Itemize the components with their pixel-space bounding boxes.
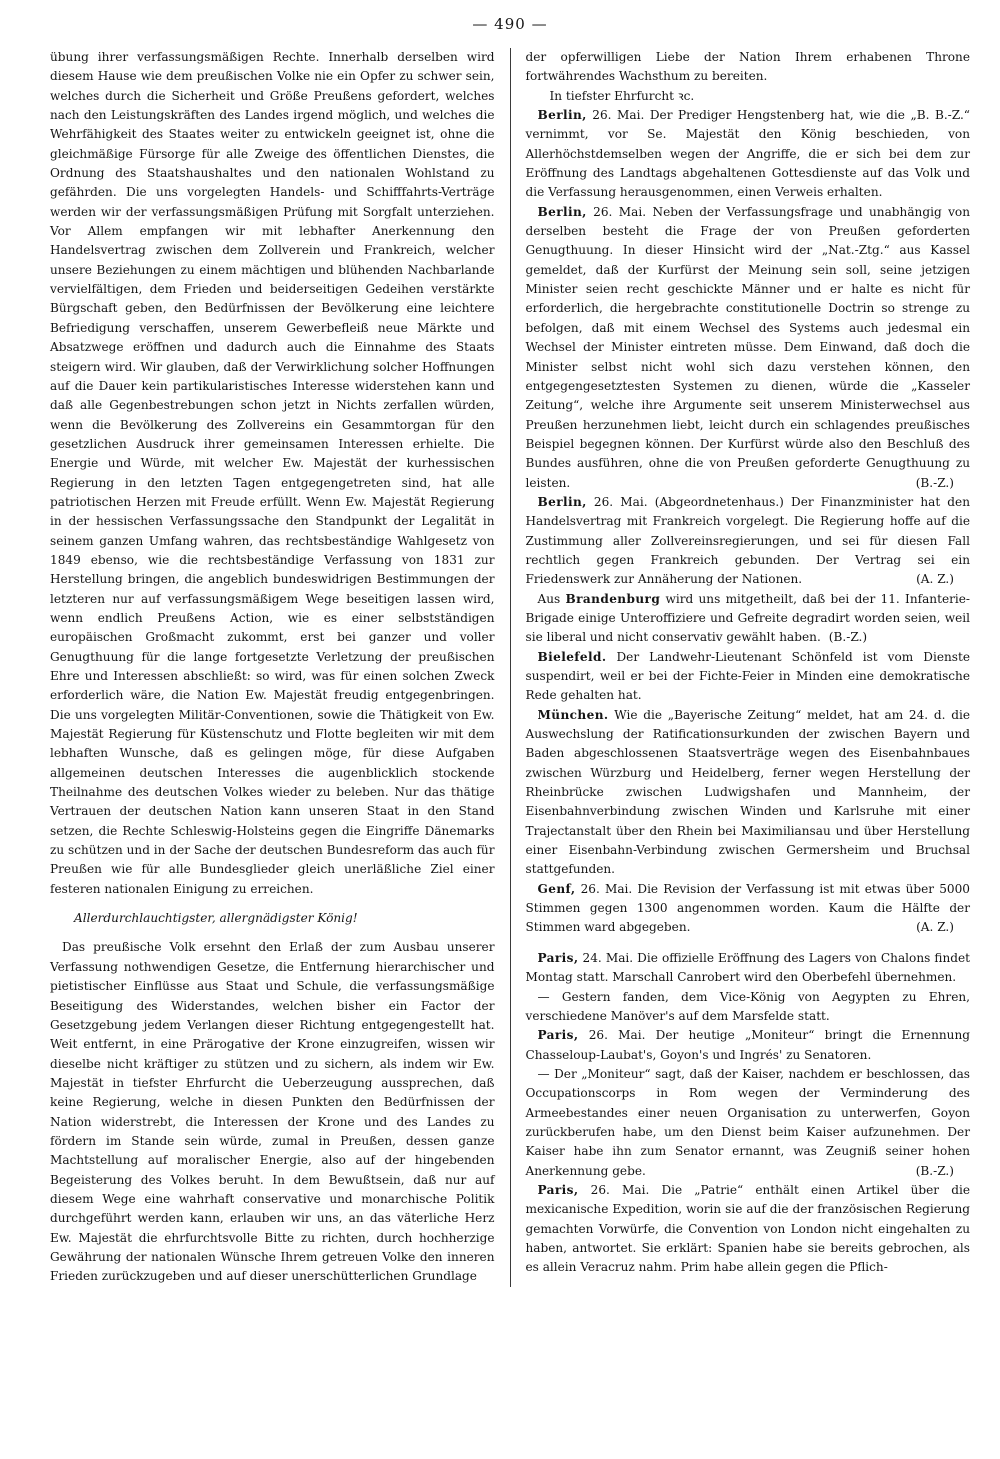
news-item-paris-1 xyxy=(526,949,971,988)
news-text: wird uns mitgetheilt, daß bei der 11. Infanterie-Brigade einige Unteroffiziere und Gefreite degradirt worden seien, weil sie liberal und nicht conservativ gewählt haben. xyxy=(525,591,970,645)
dateline-place: Berlin, xyxy=(537,108,587,123)
dateline-place: Brandenburg xyxy=(565,591,661,606)
news-source: (A. Z.) xyxy=(916,572,954,587)
news-text: Der Landwehr-Lieutenant Schönfeld ist vom Dienste suspendirt, weil er bei der Fichte-Feier in Minden eine demokratische Rede gehalten hat. xyxy=(525,649,970,703)
news-item-bielefeld xyxy=(526,648,971,706)
royal-salutation: Allerdurchlauchtigster, allergnädigster König! xyxy=(74,911,358,926)
dateline-place: Berlin, xyxy=(537,494,587,509)
dateline-place: Paris, xyxy=(537,1182,579,1197)
news-item-paris-2 xyxy=(526,1026,971,1065)
news-text: 26. Mai. Die „Patrie“ enthält einen Artikel über die mexicanische Expedition, worin sie auf die der französischen Regierung gemachten Vorwürfe, die Convention von London nicht eingehalten zu haben, antwortet. Sie erklärt: Spanien habe sie bereits gebrochen, als es allein Veracruz nahm. Prim habe allein gegen die Pflich- xyxy=(525,1182,970,1275)
two-column-body xyxy=(50,48,970,1287)
news-item-brandenburg xyxy=(526,590,971,648)
news-lead: Aus xyxy=(537,591,561,606)
news-source: (A. Z.) xyxy=(916,920,954,935)
address-continuation-paragraph: übung ihrer verfassungsmäßigen Rechte. Innerhalb derselben wird diesem Hause wie dem preußischen Volke nie ein Opfer zu schwer sein, welches durch die Sicherheit und Größe Preußens gefordert, welches nach den Leistungskräften des Landes irgend möglich, und welches die Wehrfähigkeit des Staates weiter zu entwickeln geeignet ist, ohne die gleichmäßige Fürsorge für alle Zweige des öffentlichen Dienstes, die Ordnung des Staatshaushaltes und den nationalen Wohlstand zu gefährden. Die uns vorgelegten Handels- und Schifffahrts-Verträge werden wir der verfassungsmäßigen Prüfung mit Sorgfalt unterziehen. Vor Allem empfangen wir mit lebhafter Anerkennung den Handelsvertrag zwischen dem Zollverein und Frankreich, welcher unsere Beziehungen zu einem mächtigen und blühenden Nachbarlande vervielfältigen, dem Frieden und beiderseitigen Gedeihen verstärkte Bürgschaft geben, den Bedürfnissen der Bevölkerung eine leichtere Befriedigung verschaffen, unserem Gewerbefleiß neue Märkte und Absatzwege eröffnen und dadurch auch die Einnahme des Staats steigern wird. Wir glauben, daß der Verwirklichung solcher Hoffnungen auf die Dauer kein partikularistisches Interesse widerstehen kann und daß alle Gegenbestrebungen schon jetzt in Nichts zerfallen würden, wenn die Bevölkerung des Zollvereins ein Gesammtorgan für den gesetzlichen Ausdruck ihrer gemeinsamen Interessen erhielte. Die Energie und Würde, mit welcher Ew. Majestät der kurhessischen Regierung in den letzten Tagen entgegengetreten sind, hat alle patriotischen Herzen mit Freude erfüllt. Wenn Ew. Majestät Regierung in der hessischen Verfassungssache den Standpunkt der Legalität in seinem ganzen Umfang wahren, das rechtsbeständige Wahlgesetz von 1849 ebenso, wie die rechtsbeständige Verfassung von 1831 zur Herstellung bringen, die angeblich bundeswidrigen Bestimmungen der letzteren nur auf verfassungsmäßigem Wege beseitigen lassen wird, wenn endlich Preußens Action, wie es einer selbstständigen europäischen Großmacht zukommt, erst bei ganzer und voller Genugthuung für die lange fortgesetzte Verletzung der preußischen Ehre und Interessen abschließt: so wird, was für einen solchen Zweck erforderlich wäre, die Nation Ew. Majestät freudig entgegenbringen. Die uns vorgelegten Militär-Conventionen, sowie die Thätigkeit von Ew. Majestät Regierung für Küstenschutz und Flotte begleiten wir mit dem lebhaften Wunsche, daß es gelingen möge, für diese Aufgaben allgemeinen deutschen Interesses die augenblicklich stockende Theilnahme des deutschen Volkes wieder zu beleben. Nur das thätige Vertrauen der deutschen Nation kann unseren Staat in den Stand setzen, die Rechte Schleswig-Holsteins gegen die Eingriffe Dänemarks zu schützen und in der Sache der deutschen Bundesreform das auch für Preußen wie für alle Bundesglieder gleich unerläßliche Ziel einer festeren nationalen Einigung zu erreichen. xyxy=(50,50,495,896)
news-item-genf xyxy=(526,880,971,938)
dateline-place: Berlin, xyxy=(537,204,587,219)
news-source: (B.-Z.) xyxy=(828,630,868,645)
news-text: Wie die „Bayerische Zeitung“ meldet, hat am 24. d. die Auswechslung der Ratificationsurkunden der zwischen Bayern und Baden abgeschlossenen Staatsverträge wegen des Eisenbahnbaues zwischen Würzburg und Heidelberg, ferner wegen Herstellung der Rheinbrücke zwischen Ludwigshafen und Mannheim, der Eisenbahnverbindung zwischen Winden und Karlsruhe mit einer Trajectanstalt über den Rhein bei Maximiliansau und über Herstellung einer Eisenbahn-Verbindung zwischen Germersheim und Bruchsal stattgefunden. xyxy=(525,707,970,877)
news-text: 26. Mai. Die Revision der Verfassung ist mit etwas über 5000 Stimmen gegen 1300 angenommen worden. Kaum die Hälfte der Stimmen ward abgegeben. xyxy=(525,881,970,935)
dateline-place: Bielefeld. xyxy=(537,649,607,664)
news-item-paris-1-followup: — Gestern fanden, dem Vice-König von Aegypten zu Ehren, verschiedene Manöver's auf dem Marsfelde statt. xyxy=(525,989,970,1023)
news-text: 26. Mai. Der Prediger Hengstenberg hat, wie die „B. B.-Z.“ vernimmt, vor Se. Majestät den König beschieden, von Allerhöchstdemselben wegen der Angriffe, die er sich bei dem zur Eröffnung des Landtags abgehaltenen Gottesdienste auf das Volk und die Verfassung herausgenommen, einen Verweis erhalten. xyxy=(525,108,970,200)
news-text: — Der „Moniteur“ sagt, daß der Kaiser, nachdem er beschlossen, das Occupationscorps in Rom wegen der Verminderung des Armeebestandes einer neuen Organisation zu unterwerfen, Goyon zurückberufen habe, um den Dienst beim Kaiser aufzunehmen. Der Kaiser habe ihn zum Senator ernannt, was Zeugniß seiner hohen Anerkennung gebe. xyxy=(525,1066,970,1178)
news-item-muenchen xyxy=(526,706,971,880)
address-ending-paragraph: der opferwilligen Liebe der Nation Ihrem erhabenen Throne fortwährendes Wachsthum zu bereiten. xyxy=(525,50,970,84)
dateline-place: München. xyxy=(537,707,609,722)
news-text: 26. Mai. Neben der Verfassungsfrage und unabhängig von derselben besteht die Frage der von Preußen geforderten Genugthuung. In dieser Hinsicht wird der „Nat.-Ztg.“ aus Kassel gemeldet, daß der Kurfürst der Meinung sein soll, seine jetzigen Minister seien recht geschickte Männer und er halte es nicht für erforderlich, die hergebrachte constitutionelle Doctrin so strenge zu befolgen, daß mit einem Wechsel des Systems auch jedesmal ein Wechsel der Minister eintreten müsse. Dem Einwand, daß doch die Minister selbst nicht wohl sich dazu verstehen können, den entgegengesetztesten Systemen zu dienen, würde die „Kasseler Zeitung“, welche ihre Argumente seit unserem Ministerwechsel aus Preußen herzunehmen liebt, leicht durch ein schlagendes preußisches Beispiel begegnen können. Der Kurfürst würde also den Beschluß des Bundes ausführen, ohne die von Preußen geforderte Genugthuung zu leisten. xyxy=(525,204,970,490)
news-item-paris-2-followup xyxy=(526,1065,971,1181)
left-column xyxy=(50,48,495,1287)
news-item-berlin-1 xyxy=(526,106,971,203)
news-source: (B.-Z.) xyxy=(915,475,954,490)
dateline-place: Paris, xyxy=(537,1028,579,1043)
news-text: 24. Mai. Die offizielle Eröffnung des Lagers von Chalons findet Montag statt. Marschall Canrobert wird den Oberbefehl übernehmen. xyxy=(525,950,970,985)
dateline-place: Genf, xyxy=(537,881,576,896)
news-text: 26. Mai. (Abgeordnetenhaus.) Der Finanzminister hat den Handelsvertrag mit Frankreich vorgelegt. Die Regierung hoffe auf die Zustimmung aller Zollvereinsregierungen, und sei für diesen Fall rechtlich gegen Frankreich gebunden. Der Vertrag sei ein Friedenswerk zur Annäherung der Nationen. xyxy=(525,494,970,587)
news-item-berlin-3 xyxy=(526,493,971,590)
right-column xyxy=(526,48,971,1287)
column-divider xyxy=(510,48,511,1287)
news-text: 26. Mai. Der heutige „Moniteur“ bringt die Ernennung Chasseloup-Laubat's, Goyon's und Ingrés' zu Senatoren. xyxy=(525,1028,970,1062)
address-paragraph: Das preußische Volk ersehnt den Erlaß der zum Ausbau unserer Verfassung nothwendigen Gesetze, die Entfernung hierarchischer und pietistischer Einflüsse aus Staat und Schule, die verfassungsmäßige Beseitigung des Widerstandes, welchen bisher ein Factor der Gesetzgebung jedem Verlangen dieser Richtung entgegengestellt hat. Weit entfernt, in eine Prärogative der Krone einzugreifen, wissen wir dieselbe nicht kräftiger zu stützen und zu sichern, als indem wir Ew. Majestät in tiefster Ehrfurcht die Ueberzeugung aussprechen, daß keine Regierung, welche in diesen Punkten den Bedürfnissen der Nation widerstrebt, die Interessen der Krone und des Landes zu fördern im Stande sein würde, zumal in Preußen, dessen ganze Machtstellung auf moralischer Energie, also auf der hingebenden Begeisterung des Volkes beruht. In dem Bewußtsein, daß nur auf diesem Wege eine wahrhaft conservative und monarchische Politik durchgeführt werden kann, erlauben wir uns, an das väterliche Herz Ew. Majestät die ehrfurchtsvolle Bitte zu richten, durch hochherzige Gewährung der nationalen Wünsche Ihrem getreuen Volke den inneren Frieden zurückzugeben und auf dieser unerschütterlichen Grundlage xyxy=(50,940,495,1284)
news-item-paris-3 xyxy=(526,1181,971,1278)
dateline-place: Paris, xyxy=(537,950,579,965)
news-item-berlin-2 xyxy=(526,203,971,493)
address-closing: In tiefster Ehrfurcht ꝛc. xyxy=(549,88,695,103)
news-source: (B.-Z.) xyxy=(915,1163,954,1178)
page-number: — 490 — xyxy=(472,15,548,33)
